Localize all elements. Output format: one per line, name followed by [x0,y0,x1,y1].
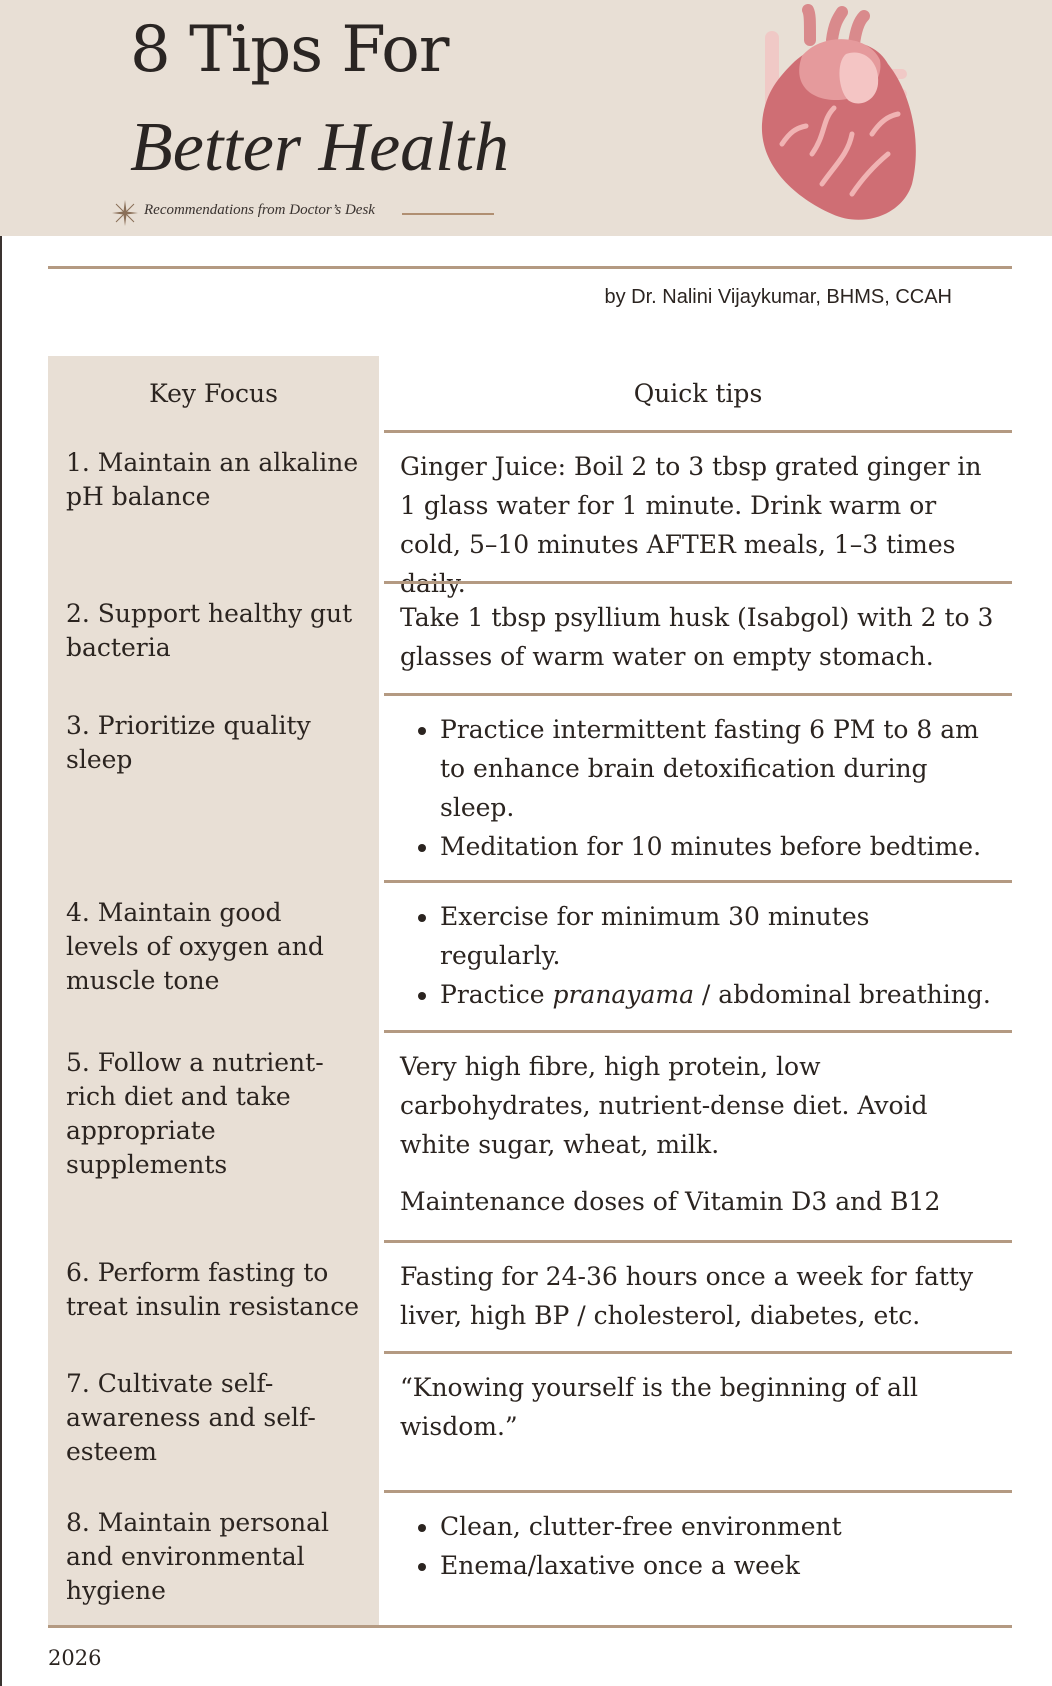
tip-bullet: • Clean, clutter-free environment [440,1507,996,1546]
tip-text: Practice [440,980,553,1009]
tip-bullet [440,975,996,1014]
tip-bullet-list [400,897,996,1014]
table-row [48,1490,1012,1628]
column-header-key-focus: Key Focus [48,356,379,430]
table-row [48,581,1012,693]
tip-bullet-list [400,710,996,866]
heart-icon [752,4,932,230]
key-focus-cell: 4. Maintain good levels of oxygen and muscle tone [48,880,379,1030]
tip-text: / abdominal breathing. [693,980,991,1009]
top-divider [48,266,1012,269]
title-line-1: 8 Tips For [130,13,449,87]
quick-tip-cell: Ginger Juice: Boil 2 to 3 tbsp grated ginger in 1 glass water for 1 minute. Drink warm or cold, 5–10 minutes AFTER meals, 1–3 times daily. [384,430,1012,581]
tip-bullet: • Enema/laxative once a week [440,1546,996,1585]
key-focus-cell: 3. Prioritize quality sleep [48,693,379,880]
tip-term: pranayama [552,980,694,1009]
table-row [48,1030,1012,1240]
tip-bullet: • Exercise for minimum 30 minutes regularly. [440,897,996,975]
table-row [48,880,1012,1030]
key-focus-cell: 1. Maintain an alkaline pH balance [48,430,379,581]
column-header-quick-tips: Quick tips [633,379,763,408]
footer-year: 2026 [48,1646,102,1670]
quick-tip-cell: “Knowing yourself is the beginning of all wisdom.” [384,1351,1012,1490]
title-line-2: Better Health [130,109,510,186]
key-focus-cell: 2. Support healthy gut bacteria [48,581,379,693]
quick-tip-cell: Take 1 tbsp psyllium husk (Isabgol) with 2 to 3 glasses of warm water on empty stomach. [384,581,1012,693]
table-row [48,1351,1012,1490]
quick-tip-cell: Fasting for 24-36 hours once a week for fatty liver, high BP / cholesterol, diabetes, etc. [384,1240,1012,1351]
table-row [48,1240,1012,1351]
author-credit: by Dr. Nalini Vijaykumar, BHMS, CCAH [604,286,952,308]
subtitle-underline [402,213,494,215]
tip-paragraph: Maintenance doses of Vitamin D3 and B12 [400,1187,941,1216]
key-focus-cell: 7. Cultivate self-awareness and self-esteem [48,1351,379,1490]
sparkle-icon [112,200,138,226]
quick-tip-cell [384,1030,1012,1240]
table-header-row [48,356,1012,430]
tip-bullet: • Meditation for 10 minutes before bedtime. [440,827,996,866]
key-focus-cell: 8. Maintain personal and environmental hygiene [48,1490,379,1625]
table-row [48,430,1012,598]
table-row [48,693,1012,880]
key-focus-cell: 6. Perform fasting to treat insulin resistance [48,1240,379,1351]
subtitle-row [112,198,492,228]
tip-bullet-list [400,1507,996,1585]
tip-bullet: • Practice intermittent fasting 6 PM to 8 am to enhance brain detoxification during sleep. [440,710,996,827]
quick-tip-cell [384,1490,1012,1625]
page-left-border [0,0,2,1686]
key-focus-cell: 5. Follow a nutrient-rich diet and take appropriate supplements [48,1030,379,1240]
header-banner [0,0,1052,236]
tip-paragraph: Very high fibre, high protein, low carbohydrates, nutrient-dense diet. Avoid white sugar, wheat, milk. [400,1052,928,1159]
subtitle: Recommendations from Doctor’s Desk [144,202,375,218]
quick-tip-cell [384,693,1012,880]
quick-tip-cell [384,880,1012,1030]
tips-table [48,356,1012,1628]
